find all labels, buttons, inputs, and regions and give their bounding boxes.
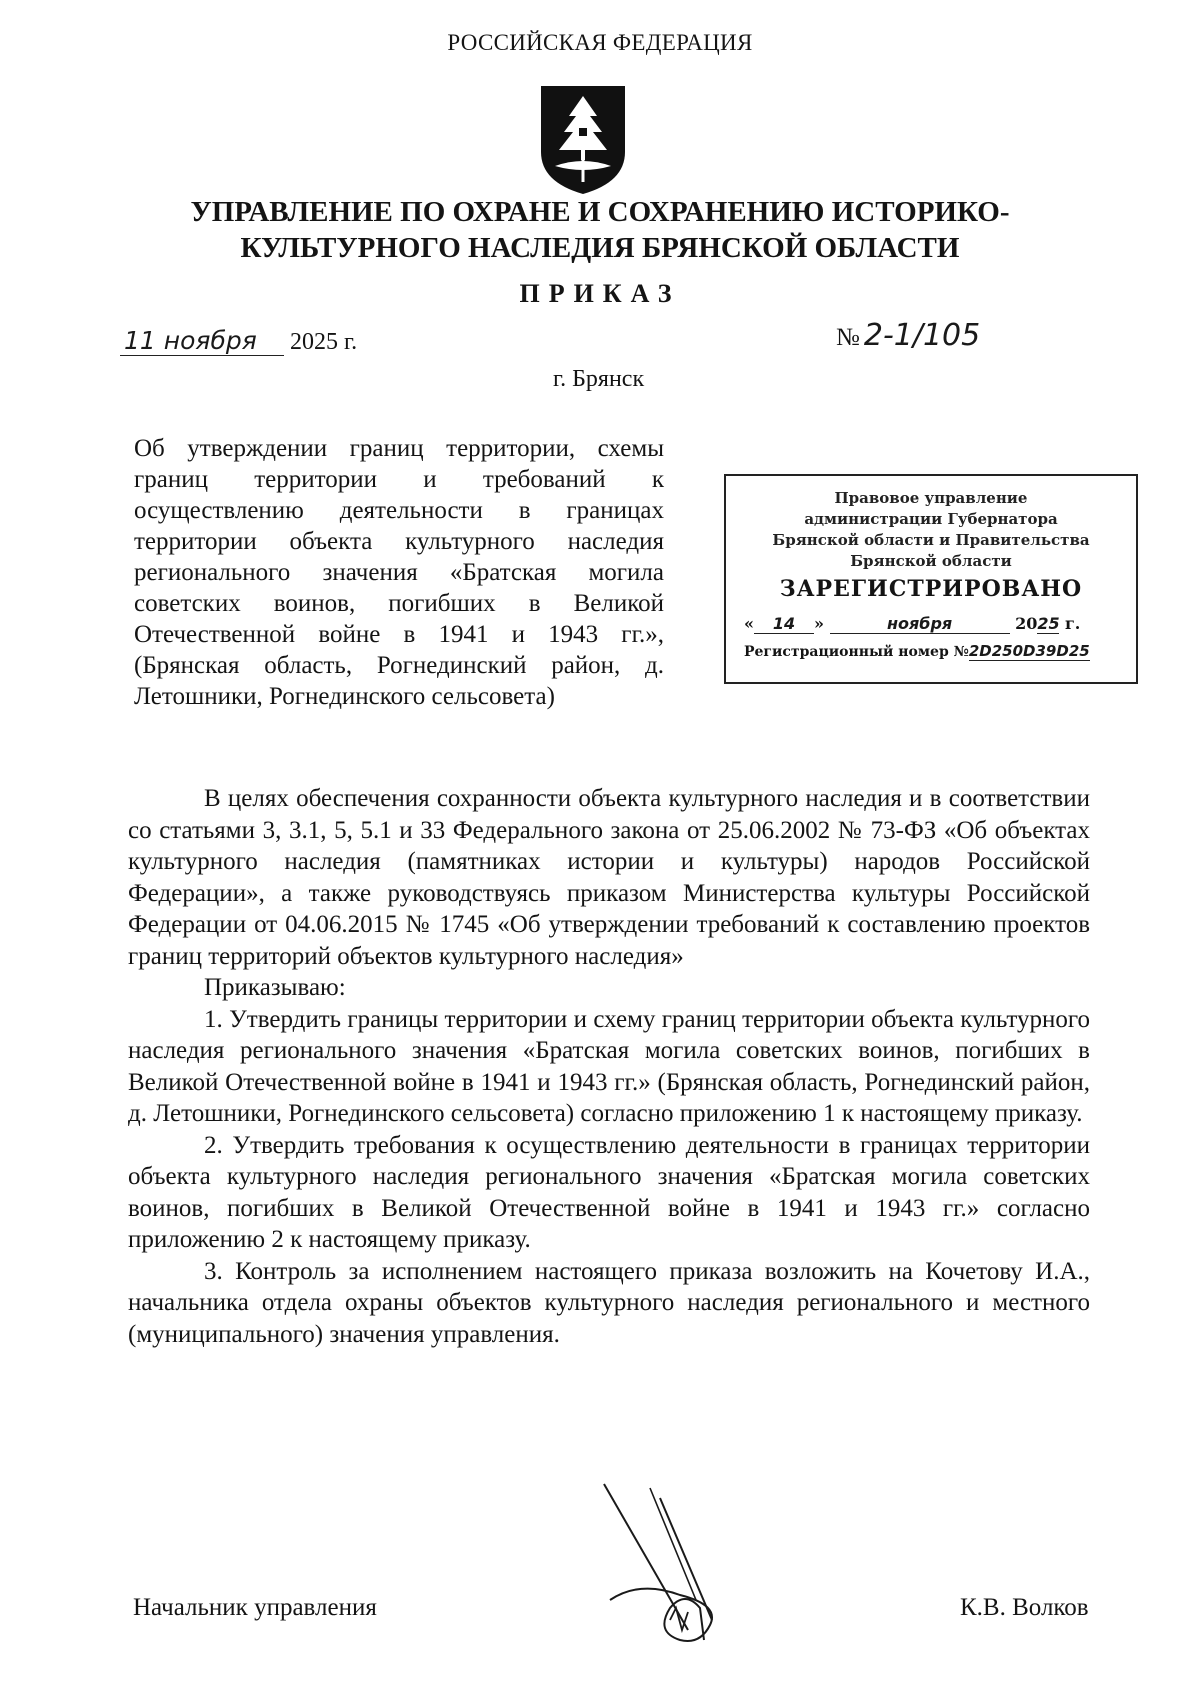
city: г. Брянск — [553, 366, 645, 392]
stamp-month: ноября — [830, 614, 1010, 634]
organization-name-line2: КУЛЬТУРНОГО НАСЛЕДИЯ БРЯНСКОЙ ОБЛАСТИ — [240, 232, 960, 264]
body-item-3: 3. Контроль за исполнением настоящего приказа возложить на Кочетову И.А., начальника отдела охраны объектов культурного наследия регионального и местного (муниципального) значения управления. — [128, 1257, 1090, 1348]
stamp-dept-line1: Правовое управление — [834, 489, 1028, 507]
stamp-reg-label: Регистрационный номер № — [744, 644, 969, 660]
country-heading: РОССИЙСКАЯ ФЕДЕРАЦИЯ — [447, 30, 753, 55]
stamp-date — [744, 614, 1136, 634]
order-date — [120, 326, 357, 356]
organization-name-line1: УПРАВЛЕНИЕ ПО ОХРАНЕ И СОХРАНЕНИЮ ИСТОРИКО- — [190, 196, 1010, 228]
stamp-reg-number: 2D250D39D25 — [968, 642, 1090, 660]
stamp-title: ЗАРЕГИСТРИРОВАНО — [779, 576, 1083, 602]
body-order-word: Приказываю: — [204, 974, 346, 1001]
stamp-registration-number — [744, 642, 1136, 661]
stamp-department — [726, 488, 1136, 572]
stamp-year-prefix: 20 — [1015, 614, 1038, 633]
coat-of-arms-icon — [535, 82, 631, 198]
stamp-quote-open: « — [744, 614, 754, 633]
document-type: ПРИКАЗ — [519, 279, 681, 308]
body-intro: В целях обеспечения сохранности объекта культурного наследия и в соответствии со статьями 3, 3.1, 5, 5.1 и 33 Федерального закона от 25.06.2002 № 73-ФЗ «Об объектах культурного наследия (памятниках истории и культуры) народов Российской Федерации», а также руководствуясь приказом Министерства культуры Российской Федерации от 04.06.2015 № 1745 «Об утверждении требований к составлению проектов границ территорий объектов культурного наследия» — [128, 785, 1090, 970]
stamp-year-suffix: 25 — [1037, 614, 1060, 633]
order-number-prefix: № — [836, 324, 860, 351]
organization-name — [120, 194, 1080, 266]
order-date-handwritten: 11 ноября — [120, 326, 284, 356]
stamp-dept-line3: Брянской области и Правительства — [772, 531, 1090, 549]
order-number-handwritten: 2-1/105 — [863, 318, 981, 353]
order-subject: Об утверждении границ территории, схемы границ территории и требований к осуществлению деятельности в границах территории объекта культурного наследия регионального значения «Братская могила советских воинов, погибших в Великой Отечественной войне в 1941 и 1943 гг.», (Брянская область, Рогнединский район, д. Летошники, Рогнединского сельсовета) — [134, 435, 664, 710]
order-year: 2025 г. — [290, 329, 358, 355]
order-body — [128, 783, 1090, 1350]
body-item-1: 1. Утвердить границы территории и схему границ территории объекта культурного наследия регионального значения «Братская могила советских воинов, погибших в Великой Отечественной войне в 1941 и 1943 гг.» (Брянская область, Рогнединский район, д. Летошники, Рогнединского сельсовета) согласно приложению 1 к настоящему приказу. — [128, 1005, 1090, 1127]
body-item-2: 2. Утвердить требования к осуществлению деятельности в границах территории объекта культурного наследия регионального значения «Братская могила советских воинов, погибших в Великой Отечественной войне в 1941 и 1943 гг.» согласно приложению 2 к настоящему приказу. — [128, 1131, 1090, 1253]
handwritten-signature-icon — [600, 1480, 740, 1650]
stamp-day: 14 — [754, 614, 814, 634]
order-number — [836, 318, 980, 353]
stamp-year-unit: г. — [1065, 614, 1081, 633]
signatory-name: К.В. Волков — [960, 1594, 1089, 1621]
registration-stamp — [724, 474, 1138, 684]
stamp-dept-line4: Брянской области — [850, 552, 1012, 570]
stamp-dept-line2: администрации Губернатора — [804, 510, 1058, 528]
signatory-position: Начальник управления — [133, 1594, 377, 1621]
stamp-quote-close: » — [814, 614, 824, 633]
